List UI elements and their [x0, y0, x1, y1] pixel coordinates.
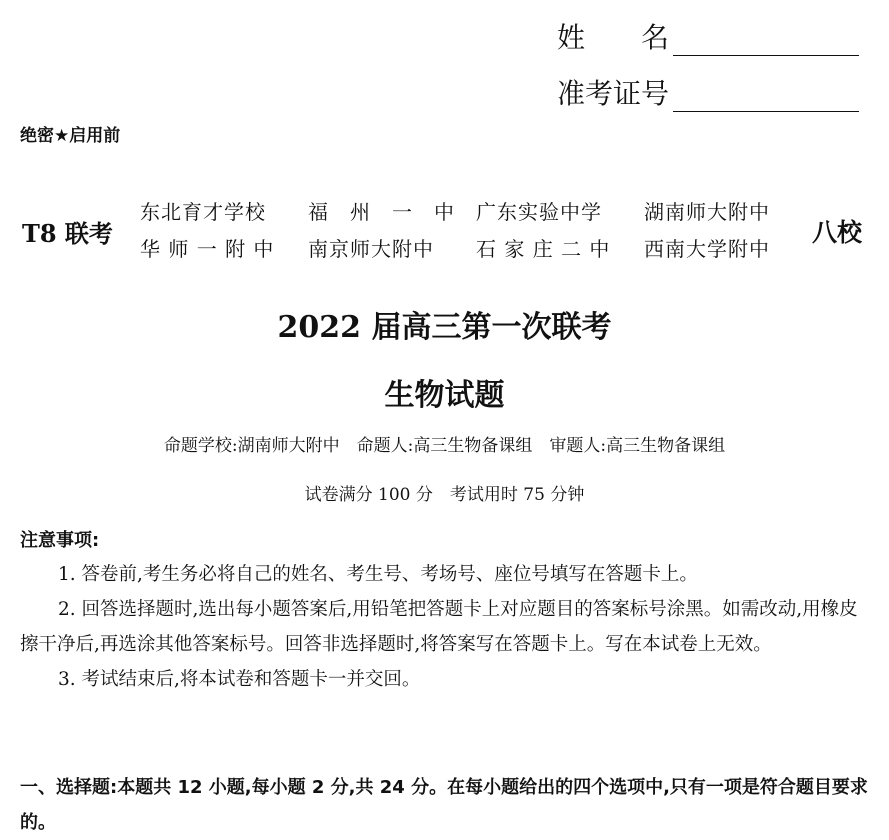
school: 东北育才学校	[140, 200, 266, 224]
school: 华 师 一 附 中	[140, 237, 275, 261]
school-list	[140, 194, 812, 268]
notice-item: 2. 回答选择题时,选出每小题答案后,用铅笔把答题卡上对应题目的答案标号涂黑。如需改动,用橡皮擦干净后,再选涂其他答案标号。回答非选择题时,将答案写在答题卡上。写在本试卷上无效。	[20, 599, 858, 655]
secret-label: 绝密★启用前	[20, 126, 121, 146]
name-blank[interactable]	[673, 25, 859, 56]
section-heading: 一、选择题:本题共 12 小题,每小题 2 分,共 24 分。在每小题给出的四个选项中,只有一项是符合题目要求的。	[20, 777, 868, 833]
notice-item: 1. 答卷前,考生务必将自己的姓名、考生号、考场号、座位号填写在答题卡上。	[58, 564, 698, 585]
notice-list	[20, 557, 872, 697]
credits: 命题学校:湖南师大附中 命题人:高三生物备课组 审题人:高三生物备课组	[163, 436, 726, 456]
school: 福 州 一 中	[308, 200, 455, 224]
school-row-2	[140, 231, 812, 268]
notice-item: 3. 考试结束后,将本试卷和答题卡一并交回。	[58, 669, 421, 690]
school-row-1	[140, 194, 812, 231]
school: 湖南师大附中	[644, 200, 770, 224]
school: 石 家 庄 二 中	[476, 237, 611, 261]
name-label: 姓 名	[557, 21, 670, 54]
alliance-label: T8 联考	[22, 219, 113, 248]
school: 广东实验中学	[476, 200, 602, 224]
notice-heading: 注意事项:	[20, 530, 100, 551]
eight-schools-label: 八校	[812, 218, 863, 247]
name-field[interactable]	[557, 16, 859, 56]
exam-info: 试卷满分 100 分 考试用时 75 分钟	[304, 485, 585, 505]
exam-id-field[interactable]	[557, 72, 859, 112]
exam-id-label: 准考证号	[557, 77, 670, 110]
school: 西南大学附中	[644, 237, 770, 261]
subject-title: 生物试题	[384, 378, 505, 413]
school: 南京师大附中	[308, 237, 434, 261]
exam-id-blank[interactable]	[673, 81, 859, 112]
page-title: 2022 届高三第一次联考	[277, 310, 612, 345]
